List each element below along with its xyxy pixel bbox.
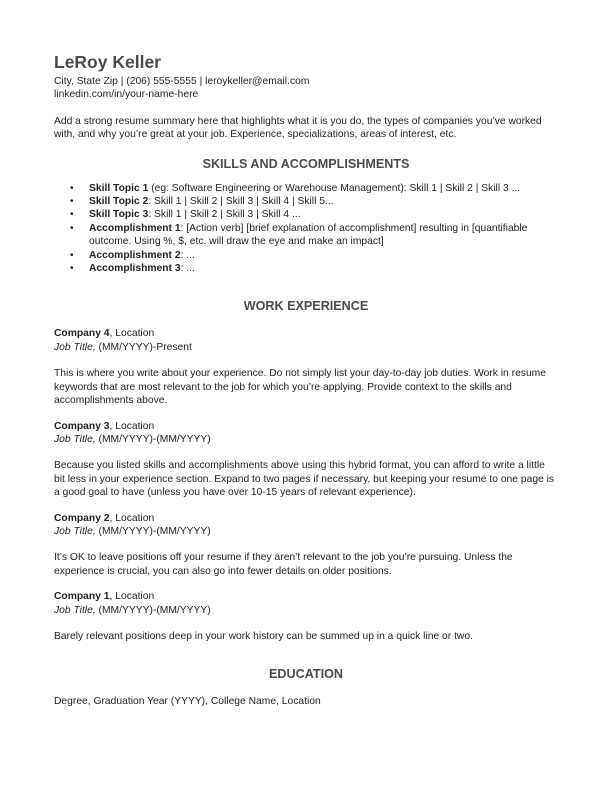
skill-text: : [Action verb] [brief explanation of accomplishment] resulting in [quantifiable outcome. Using %, $, etc. will draw the eye and make an impact]	[89, 222, 528, 248]
job-description: Because you listed skills and accomplishments above using this hybrid format, you can afford to write a little bit less in your experience section. Expand to two pages if necessary, but keeping your resume to one page is a good goal to have (unless you have over 10-15 years of relevant experience).	[54, 460, 555, 499]
bullet-icon: •	[70, 249, 74, 261]
job-title-line	[54, 341, 558, 354]
skill-label: Accomplishment 2	[89, 249, 181, 261]
resume-summary: Add a strong resume summary here that highlights what it is you do, the types of companies you’ve worked with, and why you’re great at your job. Experience, specializations, areas of interest, etc.	[54, 115, 542, 141]
skill-text: : Skill 1 | Skill 2 | Skill 3 | Skill 4 | Skill 5...	[148, 196, 334, 208]
company-location: , Location	[109, 328, 155, 340]
skill-item	[70, 195, 558, 208]
skill-text: : ...	[180, 249, 195, 261]
skill-text: (eg: Software Engineering or Warehouse Management): Skill 1 | Skill 2 | Skill 3 ...	[148, 182, 521, 194]
skill-label: Accomplishment 1	[89, 222, 181, 234]
skill-item	[70, 262, 558, 275]
job-description: This is where you write about your experience. Do not simply list your day-to-day job duties. Work in resume keywords that are most relevant to the job for which you’re applying. Provide context to the skills and accomplishments above.	[54, 368, 546, 407]
job-dates: (MM/YYYY)-(MM/YYYY)	[95, 433, 211, 445]
skill-text: : Skill 1 | Skill 2 | Skill 3 | Skill 4 ...	[148, 209, 301, 221]
work-experience-heading: WORK EXPERIENCE	[243, 299, 369, 314]
company-name: Company 4	[54, 328, 110, 340]
job-title: Job Title,	[54, 433, 96, 445]
linkedin-url: linkedin.com/in/your-name-here	[54, 89, 199, 101]
skills-heading: SKILLS AND ACCOMPLISHMENTS	[202, 156, 410, 171]
skill-label: Skill Topic 2	[89, 196, 149, 208]
skill-label: Skill Topic 3	[89, 209, 149, 221]
job-title-line	[54, 525, 558, 538]
job-description: Barely relevant positions deep in your work history can be summed up in a quick line or two.	[54, 630, 473, 642]
company-location: , Location	[109, 512, 155, 524]
job-title: Job Title,	[54, 341, 96, 353]
job-company-line	[54, 420, 558, 433]
job-description: It’s OK to leave positions off your resume if they aren’t relevant to the job you’re pursuing. Unless the experience is crucial, you can also go into fewer details on older positions.	[54, 552, 513, 577]
job-entry	[54, 512, 558, 579]
bullet-icon: •	[70, 209, 74, 221]
bullet-icon: •	[70, 222, 74, 234]
contact-info: City, State Zip | (206) 555-5555 | leroykeller@email.com	[54, 76, 310, 87]
skills-list	[54, 182, 558, 276]
skill-text: : ...	[180, 263, 195, 275]
company-location: , Location	[109, 591, 155, 603]
company-name: Company 2	[54, 512, 110, 524]
job-dates: (MM/YYYY)-(MM/YYYY)	[95, 604, 211, 616]
job-title: Job Title,	[54, 525, 96, 537]
job-title-line	[54, 433, 558, 446]
job-company-line	[54, 512, 558, 525]
job-company-line	[54, 590, 558, 603]
skill-label: Accomplishment 3	[89, 263, 181, 275]
education-heading: EDUCATION	[269, 667, 343, 682]
skill-item	[70, 208, 558, 221]
company-name: Company 1	[54, 591, 110, 603]
education-entry: Degree, Graduation Year (YYYY), College Name, Location	[54, 696, 321, 708]
bullet-icon: •	[70, 196, 74, 208]
company-name: Company 3	[54, 420, 110, 432]
bullet-icon: •	[70, 263, 74, 275]
skill-label: Skill Topic 1	[89, 182, 149, 194]
job-dates: (MM/YYYY)-Present	[95, 341, 192, 353]
job-dates: (MM/YYYY)-(MM/YYYY)	[95, 525, 211, 537]
job-entry	[54, 590, 558, 643]
job-title-line	[54, 604, 558, 617]
candidate-name: LeRoy Keller	[54, 52, 161, 72]
skill-item	[70, 182, 558, 195]
company-location: , Location	[109, 420, 155, 432]
job-entry	[54, 420, 558, 500]
skill-item	[70, 222, 558, 249]
job-entry	[54, 327, 558, 407]
bullet-icon: •	[70, 182, 74, 194]
skill-item	[70, 249, 558, 262]
job-title: Job Title,	[54, 604, 96, 616]
job-company-line	[54, 327, 558, 340]
